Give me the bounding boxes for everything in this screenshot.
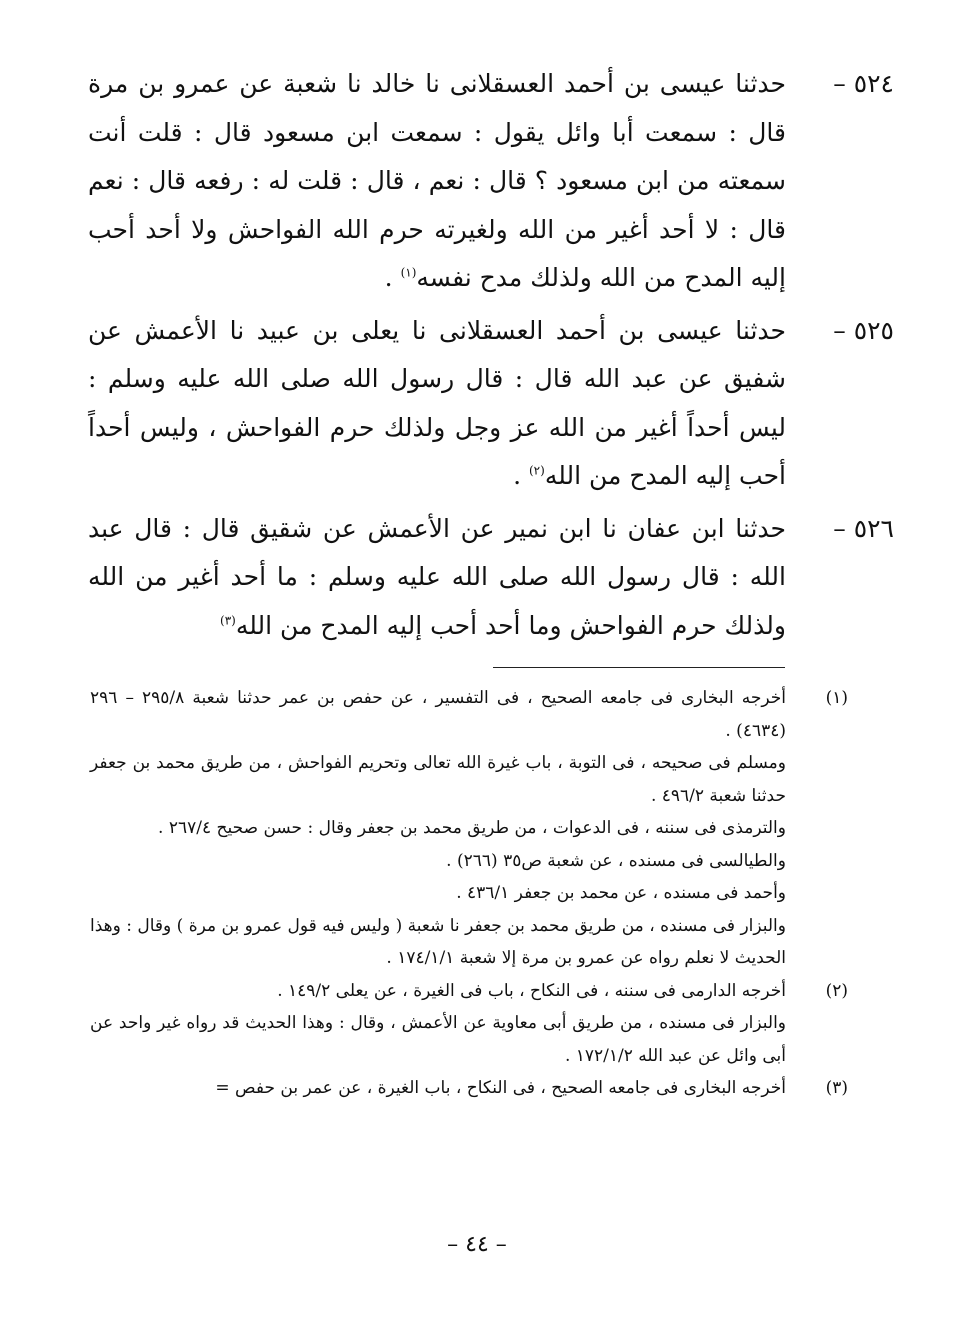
footnote-line: أخرجه البخارى فى جامعه الصحيح ، فى التفسير ، عن حفص بن عمر حدثنا شعبة ٢٩٥/٨ – ٢٩٦ (٤٦٣٤) . — [90, 688, 787, 741]
hadith-text: حدثنا عيسى بن أحمد العسقلانى نا يعلى بن عبيد نا الأعمش عن شفيق عن عبد الله قال : قال رسول الله صلى الله عليه وسلم : ليس أحداً أغير من الله عز وجل ولذلك حرم الفواحش ، وليس أحداً أحب إليه المدح من الله — [88, 315, 786, 490]
footnote-line: ومسلم فى صحيحه ، فى التوبة ، باب غيرة الله تعالى وتحريم الفواحش ، من طريق محمد بن جعفر حدثنا شعبة ٤٩٦/٢ . — [90, 753, 786, 806]
footnote-line: وأحمد فى مسنده ، عن محمد بن جعفر ٤٣٦/١ . — [456, 883, 786, 903]
footnote-line: أخرجه الدارمى فى سننه ، فى النكاح ، باب فى الغيرة ، عن يعلى ١٤٩/٢ . — [277, 980, 786, 1001]
footnote-separator — [493, 667, 785, 668]
footnote-ref: (٣) — [220, 613, 236, 628]
footnote-line: أخرجه البخارى فى جامعه الصحيح ، فى النكاح ، باب الغيرة ، عن عمر بن حفص = — [215, 1078, 786, 1098]
footnotes — [90, 682, 848, 1105]
hadith-text: حدثنا عيسى بن أحمد العسقلانى نا خالد نا شعبة عن عمرو بن مرة قال : سمعت أبا وائل يقول : سمعت ابن مسعود قال : قلت أنت سمعته من ابن مسعود ؟ قال : نعم ، قال : قلت له : رفعه قال : نعم قال : لا أحد أغير من الله ولغيرته حرم الله الفواحش ولا أحد أحب إليه المدح من الله ولذلك مدح نفسه — [88, 69, 786, 292]
page-number: – ٤٤ – — [447, 1232, 507, 1257]
footnote-1 — [90, 682, 848, 975]
hadith-end: . — [513, 461, 529, 490]
hadith-526 — [88, 505, 894, 651]
footnote-line: والبزار فى مسنده ، من طريق أبى معاوية عن الأعمش ، وقال : وهذا الحديث قد رواه غير واحد عن أبى وائل عن عبد الله ١٧٢/١/٢ . — [90, 1013, 786, 1066]
hadith-end: . — [384, 263, 401, 292]
footnote-2 — [90, 975, 848, 1073]
hadith-number: ٥٢٤ – — [833, 69, 894, 98]
footnote-line: والترمذى فى سننه ، فى الدعوات ، من طريق محمد بن جعفر وقال : حسن صحيح ٢٦٧/٤ . — [158, 818, 786, 838]
footnote-line: والطيالسى فى مسنده ، عن شعبة ص٣٥ (٢٦٦) . — [446, 850, 786, 871]
hadith-number: ٥٢٦ – — [833, 513, 894, 543]
footnote-number: (٢) — [825, 980, 848, 1001]
hadith-524 — [88, 60, 894, 303]
footnote-3 — [90, 1072, 848, 1105]
footnote-ref: (١) — [400, 265, 417, 280]
footnote-number: (٣) — [825, 1078, 848, 1098]
hadith-text: حدثنا ابن عفان نا ابن نمير عن الأعمش عن شقيق قال : قال عبد الله : قال رسول الله صلى الله عليه وسلم : ما أحد أغير من الله ولذلك حرم الفواحش وما أحد أحب إليه المدح من الله — [88, 513, 786, 640]
footnote-ref: (٢) — [528, 463, 545, 478]
hadith-525 — [88, 307, 894, 501]
main-text — [88, 60, 894, 654]
hadith-number: ٥٢٥ – — [833, 315, 894, 345]
footnote-number: (١) — [825, 688, 848, 708]
footnote-line: والبزار فى مسنده ، من طريق محمد بن جعفر نا شعبة ( وليس فيه قول عمرو بن مرة ) وقال : وهذا الحديث لا نعلم رواه عن عمرو بن مرة إلا شعبة ١٧٤/١/١ . — [90, 915, 786, 968]
